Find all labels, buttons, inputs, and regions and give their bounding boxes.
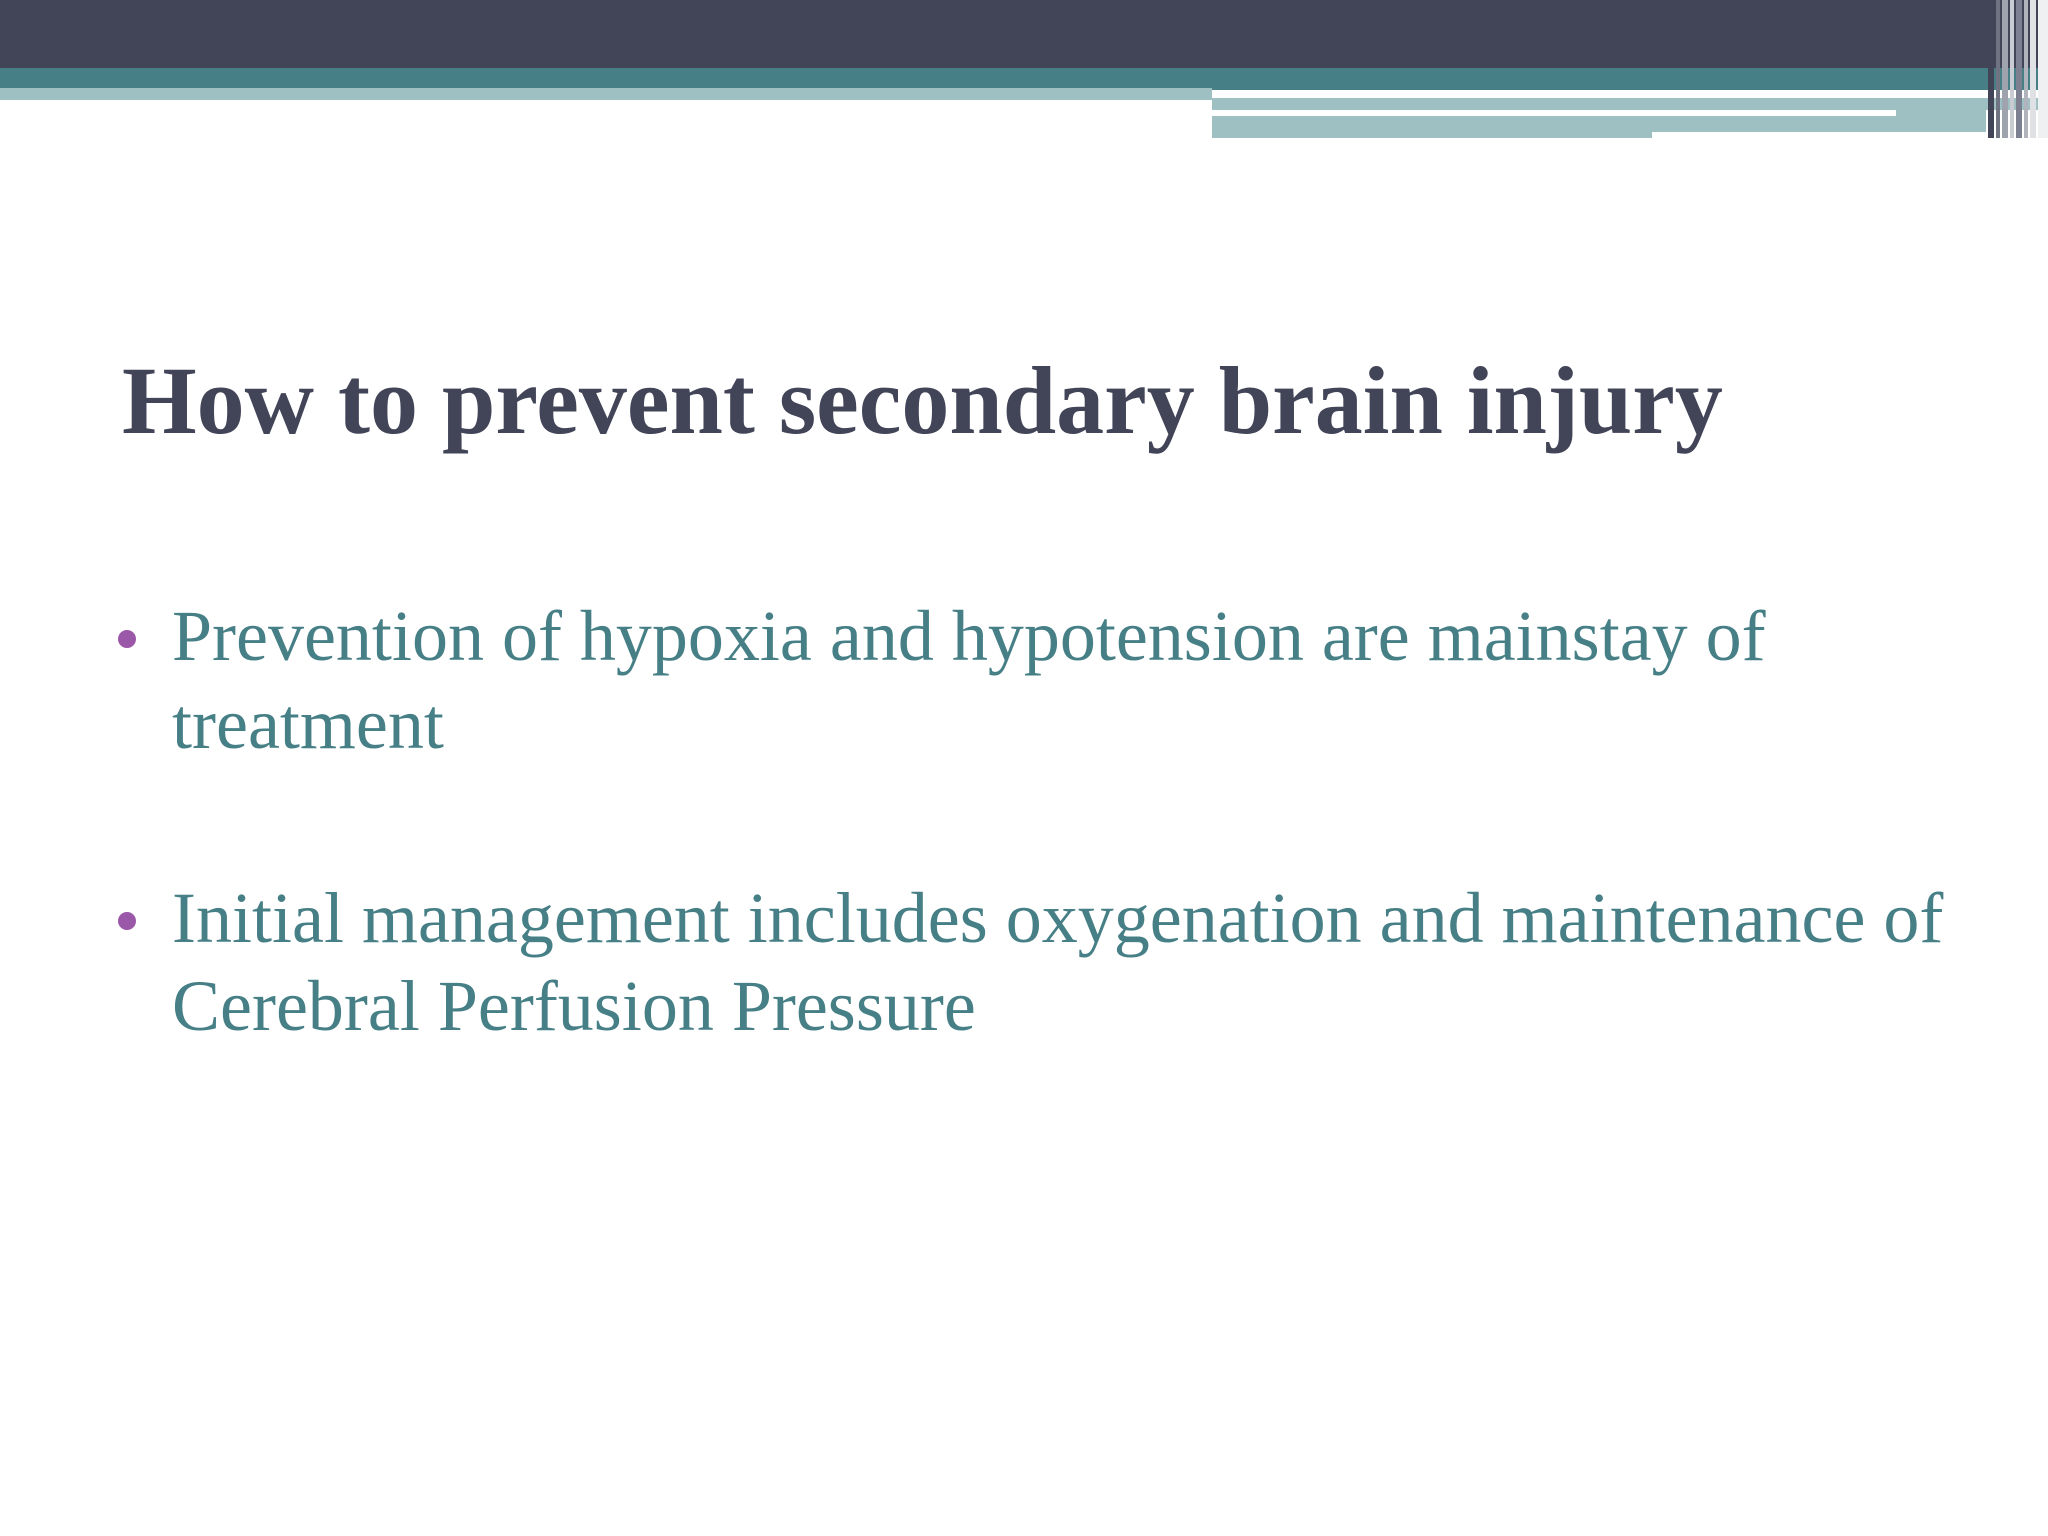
bullet-text: Prevention of hypoxia and hypotension are mainstay of treatment (172, 596, 1766, 764)
bullet-item (112, 874, 1992, 1050)
edge-stripe (2016, 0, 2022, 138)
edge-stripe (2024, 0, 2028, 138)
header-band-light-lower (1212, 116, 1652, 138)
header-band-light-end (1896, 110, 1986, 132)
header-band-light-left (0, 88, 1212, 100)
bullet-text: Initial management includes oxygenation and maintenance of Cerebral Perfusion Pressure (172, 878, 1944, 1046)
bullet-item (112, 592, 1992, 768)
header-band-teal (0, 68, 2048, 90)
bullet-list (112, 592, 1992, 1156)
edge-stripe (2002, 0, 2008, 138)
edge-stripe (2030, 0, 2036, 138)
edge-stripe (2010, 0, 2014, 138)
edge-stripe (1988, 0, 1994, 138)
edge-stripe (1996, 0, 2000, 138)
slide-title: How to prevent secondary brain injury (122, 347, 1723, 454)
header-band-dark (0, 0, 2048, 68)
bullet-dot-icon (118, 630, 136, 648)
header-band-light-right (1212, 98, 2048, 110)
bullet-dot-icon (118, 912, 136, 930)
edge-stripe (2038, 0, 2048, 138)
